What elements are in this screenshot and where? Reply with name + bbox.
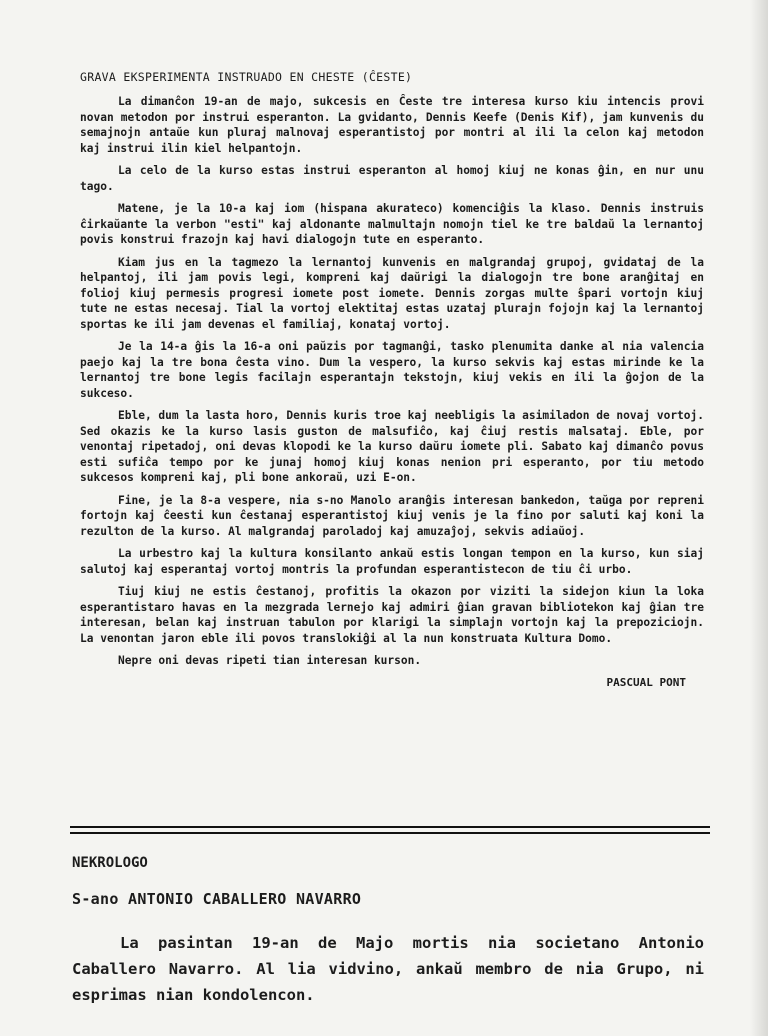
article-paragraph: Tiuj kiuj ne estis ĉestanoj, profitis la okazon por viziti la sidejon kiun la loka esperantistaro havas en la mezgrada lernejo kaj admiri ĝian gravan bibliotekon kaj ĝian tre interesan, belan kaj instruan tabulon por klarigi la simplajn vortojn kaj la prepoziciojn. La venontan jaron eble ili povos translokiĝi al la nun konstruata Kultura Domo.	[80, 585, 704, 645]
article-paragraph: Eble, dum la lasta horo, Dennis kuris troe kaj neebligis la asimiladon de novaj vortoj. Sed okazis ke la kurso lasis guston de malsufiĉo, kaj ĉiuj restis malsataj. Eble, por venontaj ripetadoj, oni devas klopodi ke la kurso daŭru iomete pli. Sabato kaj dimanĉo povus esti sufiĉa tempo por ke junaj homoj kiuj konas nenion pri esperanto, por tiu metodo sukcesos kompreni kaj, pli bone ankoraŭ, uzi E-on.	[80, 409, 704, 484]
page-edge-shadow	[750, 0, 768, 1036]
divider-rule	[70, 826, 710, 828]
article-paragraph: Kiam jus en la tagmezo la lernantoj kunvenis en malgrandaj grupoj, gvidataj de la helpantoj, ili jam povis legi, kompreni kaj daŭrigi la dialogojn tre bone aranĝitaj en folioj kiuj permesis progresi iomete post iomete. Dennis zorgas multe ŝpari vortojn kiuj tute ne estas necesaj. Tial la vortoj elektitaj estas uzataj plurajn fojojn kaj la lernantoj sportas ke ili jam devenas el familiaj, konataj vortoj.	[80, 255, 704, 331]
divider-rule	[70, 832, 710, 834]
article-paragraph: Matene, je la 10-a kaj iom (hispana akurateco) komenciĝis la klaso. Dennis instruis ĉirkaŭante la verbon "esti" kaj aldonante malmultajn nomojn tiel ke tre baldaŭ la lernantoj povis konstrui frazojn kaj havi dialogojn tute en esperanto.	[80, 202, 704, 246]
article-signature: PASCUAL PONT	[606, 675, 686, 689]
article-paragraph: Fine, je la 8-a vespere, nia s-no Manolo aranĝis interesan bankedon, taŭga por repreni fortojn kaj ĉeesti kun ĉestanaj esperantistoj kiuj venis je la fino por saluti kaj koni la rezulton de la kurso. Al malgrandaj paroladoj kaj amuzaĵoj, sekvis adiaŭoj.	[80, 493, 704, 538]
obituary-text: La pasintan 19-an de Majo mortis nia societano Antonio Caballero Navarro. Al lia vidvino, ankaŭ membro de nia Grupo, ni esprimas nian kondolencon.	[72, 934, 704, 1004]
article-paragraph: Nepre oni devas ripeti tian interesan kurson.	[118, 654, 422, 667]
article-paragraph: La dimanĉon 19-an de majo, sukcesis en Ĉeste tre interesa kurso kiu intencis provi novan metodon por instrui esperanton. La gvidanto, Dennis Keefe (Denis Kif), jam kunvenis du semajnojn antaŭe kun pluraj malnovaj esperantistoj por montri al ili la celon kaj metodon kaj instrui ilin kiel helpantojn.	[80, 95, 704, 155]
article-heading: GRAVA EKSPERIMENTA INSTRUADO EN CHESTE (ĈESTE)	[80, 70, 413, 84]
section-title: NEKROLOGO	[72, 855, 148, 871]
article-paragraph: La urbestro kaj la kultura konsilanto ankaŭ estis longan tempon en la kurso, kun siaj salutoj kaj esperantaj vortoj montris la profundan esperantistecon de tiu ĉi urbo.	[80, 547, 704, 576]
article	[80, 70, 704, 689]
article-paragraph: Je la 14-a ĝis la 16-a oni paŭzis por tagmanĝi, tasko plenumita danke al nia valencia paejo kaj la tre bona ĉesta vino. Dum la vespero, la kurso sekvis kaj estas mirinde ke la lernantoj tre bone legis facilajn esperantajn tekstojn, kiuj vekis en ili la ĝojon de la sukceso.	[80, 340, 704, 400]
article-paragraph: La celo de la kurso estas instrui esperanton al homoj kiuj ne konas ĝin, en nur unu tago.	[80, 164, 704, 193]
obituary-name: S-ano ANTONIO CABALLERO NAVARRO	[72, 890, 362, 908]
